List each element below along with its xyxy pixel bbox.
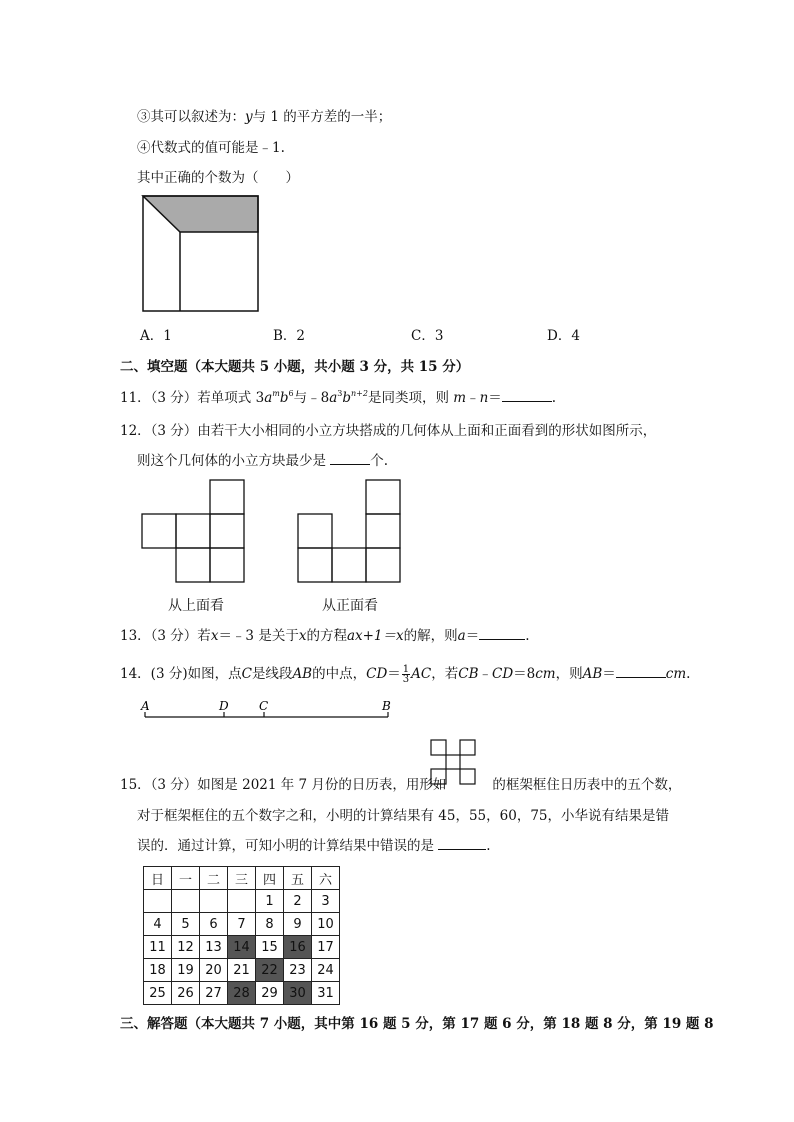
q15-line3: 误的．通过计算，可知小明的计算结果中错误的是 .: [137, 838, 491, 854]
q13: 13．（3 分）若x＝﹣3 是关于x的方程ax+1＝x的解，则a＝ .: [120, 628, 530, 644]
point-c-label: C: [259, 699, 269, 713]
label-top-view: 从上面看: [168, 598, 224, 614]
day-cell: 13: [200, 936, 228, 959]
option-d: D．4: [547, 328, 580, 344]
answer-blank: [438, 836, 486, 850]
cube-cell: [366, 514, 400, 548]
q12-line1: 12．（3 分）由若干大小相同的小立方块搭成的几何体从上面和正面看到的形状如图所示，: [120, 423, 657, 439]
day-cell: [144, 890, 172, 913]
q10-prompt: 其中正确的个数为（ ）: [137, 170, 299, 186]
day-cell: 18: [144, 959, 172, 982]
day-cell: 9: [284, 913, 312, 936]
calendar-table: [143, 866, 340, 1005]
day-cell: 25: [144, 982, 172, 1005]
weekday-header: 三: [228, 867, 256, 890]
q10-item4: ④代数式的值可能是﹣1.: [137, 140, 285, 156]
calendar-row: [144, 936, 340, 959]
day-cell: 2: [284, 890, 312, 913]
day-cell: 28: [228, 982, 256, 1005]
day-cell: 19: [172, 959, 200, 982]
cube-cell: [332, 548, 366, 582]
day-cell: 17: [312, 936, 340, 959]
day-cell: 12: [172, 936, 200, 959]
cube-cell: [176, 514, 210, 548]
point-a-label: A: [141, 699, 150, 713]
cube-cell: [210, 480, 244, 514]
weekday-header: 四: [256, 867, 284, 890]
cube-cell: [142, 514, 176, 548]
cube-cell: [210, 548, 244, 582]
day-cell: 20: [200, 959, 228, 982]
day-cell: 26: [172, 982, 200, 1005]
option-c: C．3: [411, 328, 444, 344]
day-cell: 16: [284, 936, 312, 959]
day-cell: 22: [256, 959, 284, 982]
answer-blank: [479, 626, 525, 640]
day-cell: 30: [284, 982, 312, 1005]
q12-top-view: [140, 478, 246, 584]
day-cell: 29: [256, 982, 284, 1005]
section3-heading: 三、解答题（本大题共 7 小题，其中第 16 题 5 分，第 17 题 6 分，第 18 题 8 分，第 19 题 8: [120, 1016, 714, 1032]
fraction-one-third: $\frac{1}{3}$: [402, 664, 410, 685]
q14: 14．(3 分)如图，点C是线段AB的中点，CD＝ $\frac{1}{3}$ AC，若CB﹣CD＝8cm，则AB＝ cm.: [120, 664, 691, 685]
day-cell: 24: [312, 959, 340, 982]
day-cell: 7: [228, 913, 256, 936]
calendar-row: [144, 982, 340, 1005]
day-cell: 11: [144, 936, 172, 959]
q12-front-view: [296, 478, 402, 584]
day-cell: 8: [256, 913, 284, 936]
day-cell: 31: [312, 982, 340, 1005]
weekday-header: 一: [172, 867, 200, 890]
weekday-header: 五: [284, 867, 312, 890]
day-cell: 15: [256, 936, 284, 959]
calendar-row: [144, 959, 340, 982]
day-cell: [228, 890, 256, 913]
q10-figure: [140, 194, 262, 314]
q10-item3: ③其可以叙述为：y与 1 的平方差的一半；: [137, 109, 392, 125]
calendar-header-row: [144, 867, 340, 890]
day-cell: 1: [256, 890, 284, 913]
q15-line1: 15．（3 分）如图是 2021 年 7 月份的日历表，用形如 的框架框住日历表中的五个数，: [120, 777, 682, 793]
answer-blank: [330, 451, 370, 465]
day-cell: 6: [200, 913, 228, 936]
day-cell: 27: [200, 982, 228, 1005]
weekday-header: 二: [200, 867, 228, 890]
cube-cell: [298, 514, 332, 548]
day-cell: 21: [228, 959, 256, 982]
day-cell: 14: [228, 936, 256, 959]
calendar-row: [144, 890, 340, 913]
day-cell: 3: [312, 890, 340, 913]
day-cell: 10: [312, 913, 340, 936]
section2-heading: 二、填空题（本大题共 5 小题，共小题 3 分，共 15 分）: [120, 359, 470, 375]
weekday-header: 日: [144, 867, 172, 890]
cube-cell: [366, 548, 400, 582]
answer-blank: [502, 388, 552, 402]
point-b-label: B: [382, 699, 391, 713]
day-cell: 4: [144, 913, 172, 936]
point-d-label: D: [219, 699, 229, 713]
shaded-trapezoid: [143, 196, 258, 232]
cube-cell: [176, 548, 210, 582]
label-front-view: 从正面看: [322, 598, 378, 614]
day-cell: [200, 890, 228, 913]
answer-blank: [616, 664, 666, 678]
q12-line2: 则这个几何体的小立方块最少是 个.: [137, 453, 389, 469]
cube-cell: [210, 514, 244, 548]
day-cell: [172, 890, 200, 913]
weekday-header: 六: [312, 867, 340, 890]
q14-segment-figure: [135, 698, 395, 724]
option-b: B．2: [273, 328, 306, 344]
calendar-row: [144, 913, 340, 936]
q11: 11．（3 分）若单项式 $3a^mb^6$与$﹣8a^3b^{n+2}$是同类项，则 m﹣n＝ .: [120, 389, 557, 406]
option-a: A．1: [140, 328, 172, 344]
cube-cell: [298, 548, 332, 582]
q15-line2: 对于框架框住的五个数字之和，小明的计算结果有 45，55，60，75，小华说有结果是错: [137, 808, 670, 824]
cube-cell: [366, 480, 400, 514]
day-cell: 5: [172, 913, 200, 936]
day-cell: 23: [284, 959, 312, 982]
